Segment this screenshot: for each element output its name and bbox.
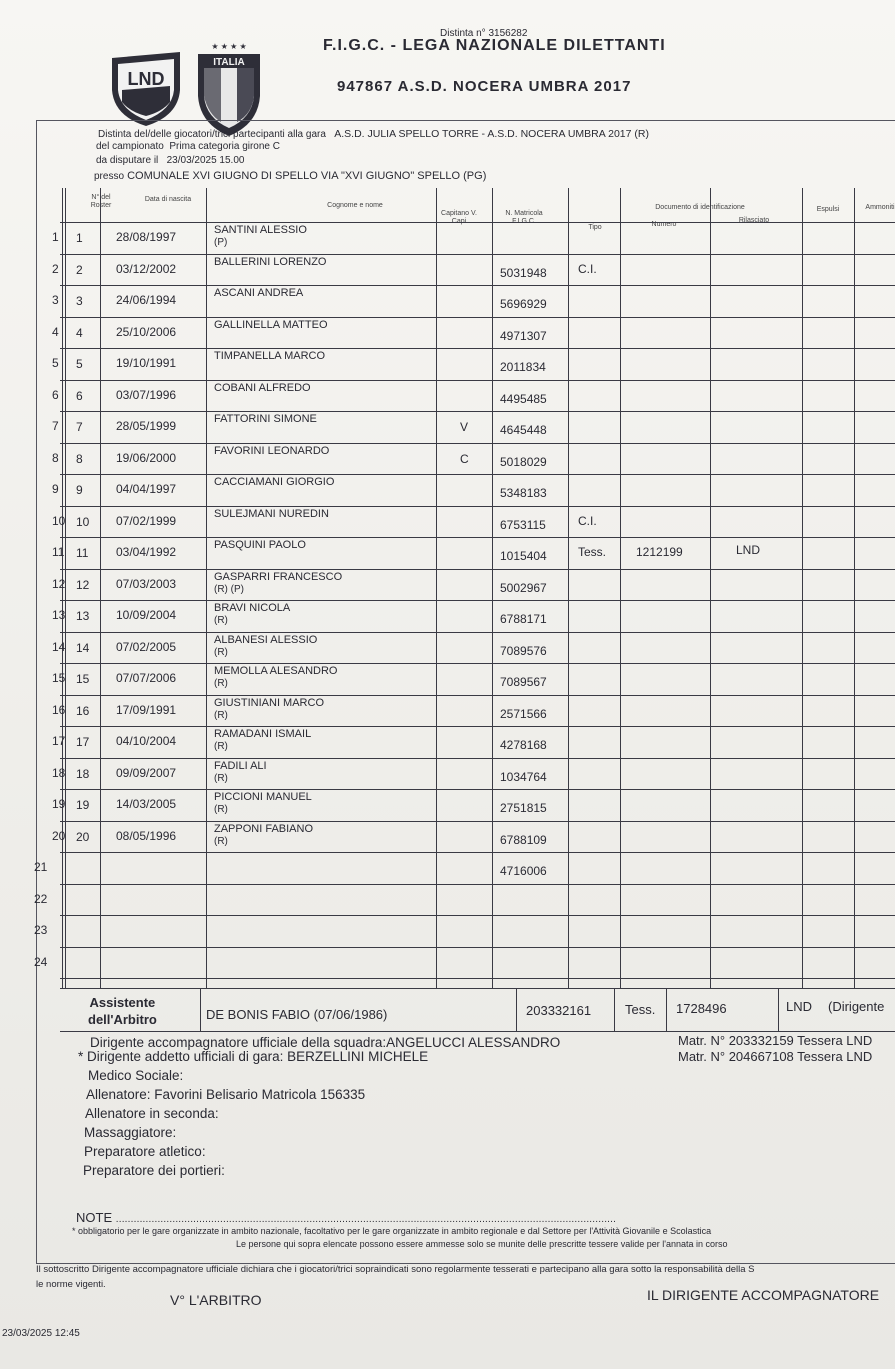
birth-date: 14/03/2005 xyxy=(116,797,177,811)
info-players-label: Distinta del/delle giocatori/trici partecipanti alla gara xyxy=(98,129,326,140)
matricola: 4278168 xyxy=(500,738,547,752)
assistant-doc-num: 1728496 xyxy=(676,1001,727,1016)
team-title: 947867 A.S.D. NOCERA UMBRA 2017 xyxy=(337,78,632,95)
header-doc-issued: Rilasciato xyxy=(738,217,770,224)
doc-issued: LND xyxy=(736,543,761,557)
player-name: GIUSTINIANI MARCO xyxy=(214,696,325,709)
info-venue xyxy=(94,170,486,182)
header-expelled: Espulsi xyxy=(816,206,840,213)
row-index: 16 xyxy=(52,702,66,717)
row-index: 20 xyxy=(52,828,66,843)
n-roster: 9 xyxy=(76,483,83,497)
birth-date: 19/10/1991 xyxy=(116,356,177,370)
assistant-label-1: Assistente xyxy=(89,995,156,1010)
n-roster: 11 xyxy=(76,546,89,560)
birth-date: 04/04/1997 xyxy=(116,482,177,496)
note-line xyxy=(76,1210,616,1225)
row-index: 17 xyxy=(52,734,66,748)
birth-date: 07/03/2003 xyxy=(116,576,177,591)
distinta-number: Distinta n° 3156282 xyxy=(440,28,528,39)
row-index: 12 xyxy=(52,576,66,591)
players-table xyxy=(60,188,895,988)
row-index: 15 xyxy=(52,671,66,685)
n-roster: 19 xyxy=(76,798,90,812)
header-document: Documento di identificazione xyxy=(655,204,745,211)
player-name: CACCIAMANI GIORGIO xyxy=(214,476,335,488)
championship-label: del campionato xyxy=(96,141,164,152)
row-index: 8 xyxy=(52,450,59,465)
fine-print-1: * obbligatorio per le gare organizzate in ambito nazionale, facoltativo per le gare organizzate in ambito regionale e dal Settore per l'Attività Giovanile e Scolastica xyxy=(72,1226,712,1236)
header-captain: Capitano V. Capi xyxy=(441,210,477,225)
header-doc-number: Numero xyxy=(651,221,677,228)
matricola: 2751815 xyxy=(500,801,547,815)
doc-type: C.I. xyxy=(578,513,597,528)
staff-medico: Medico Sociale: xyxy=(88,1068,184,1083)
n-roster: 15 xyxy=(76,672,90,686)
header-birth: Data di nascita xyxy=(144,196,192,203)
player-name: PICCIONI MANUEL xyxy=(214,791,312,803)
matricola: 1015404 xyxy=(500,549,547,563)
table-row xyxy=(60,663,895,693)
row-index: 22 xyxy=(34,891,48,906)
staff-matricole xyxy=(678,1031,872,1066)
staff-list xyxy=(78,1033,561,1180)
player-note: (R) xyxy=(214,772,228,784)
player-note: (R) xyxy=(214,741,228,752)
table-row xyxy=(60,474,895,504)
row-index: 10 xyxy=(52,513,66,528)
staff-massaggiatore: Massaggiatore: xyxy=(84,1125,177,1140)
row-index: 5 xyxy=(52,356,59,370)
assistant-label-2: dell'Arbitro xyxy=(88,1012,157,1027)
table-row xyxy=(60,380,895,410)
n-roster: 20 xyxy=(76,829,90,844)
staff-addetto: * Dirigente addetto ufficiali di gara: BERZELLINI MICHELE xyxy=(78,1049,429,1064)
n-roster: 5 xyxy=(76,357,83,371)
fine-print-2: Le persone qui sopra elencate possono essere ammesse solo se munite delle prescritte tessere valide per l'annata in corso xyxy=(236,1239,728,1249)
row-index: 21 xyxy=(34,860,48,874)
table-row xyxy=(60,915,895,945)
birth-date: 04/10/2004 xyxy=(116,734,177,748)
n-roster: 14 xyxy=(76,640,90,655)
captain-mark: V xyxy=(460,420,469,434)
birth-date: 17/09/1991 xyxy=(116,702,177,717)
doc-type: C.I. xyxy=(578,261,597,276)
birth-date: 08/05/1996 xyxy=(116,828,177,843)
venue-label: presso xyxy=(94,171,125,182)
row-index: 23 xyxy=(34,923,48,937)
italia-logo-text: ITALIA xyxy=(213,57,245,68)
note-label: NOTE xyxy=(76,1210,113,1225)
matricola: 5031948 xyxy=(500,265,547,280)
declaration-1: Il sottoscritto Dirigente accompagnatore ufficiale dichiara che i giocatori/trici sopraindicati sono regolarmente tesserati e partecipano alla gara sotto la responsabilità della S xyxy=(36,1264,755,1275)
lnd-logo-text: LND xyxy=(127,69,165,89)
player-name: GALLINELLA MATTEO xyxy=(214,318,328,331)
matricola: 1034764 xyxy=(500,769,547,784)
row-index: 4 xyxy=(52,324,59,339)
table-row xyxy=(60,758,895,788)
table-row xyxy=(60,569,895,599)
player-note: (R) xyxy=(214,709,228,721)
player-name: COBANI ALFREDO xyxy=(214,381,311,394)
player-name: RAMADANI ISMAIL xyxy=(214,728,312,740)
player-name: MEMOLLA ALESANDRO xyxy=(214,665,338,677)
staff-allenatore: Allenatore: Favorini Belisario Matricola 156335 xyxy=(86,1087,366,1102)
svg-text:★ ★ ★ ★: ★ ★ ★ ★ xyxy=(211,42,247,51)
venue-value: COMUNALE XVI GIUGNO DI SPELLO VIA "XVI GIUGNO" SPELLO (PG) xyxy=(127,170,487,182)
row-index: 9 xyxy=(52,482,59,496)
birth-date: 03/07/1996 xyxy=(116,387,177,402)
date-value: 23/03/2025 15.00 xyxy=(166,155,245,166)
header-roster: N° del Roster xyxy=(90,194,112,209)
assistant-doc-type: Tess. xyxy=(625,1002,656,1017)
birth-date: 24/06/1994 xyxy=(116,293,177,307)
player-name: SULEJMANI NUREDIN xyxy=(214,507,329,520)
n-roster: 3 xyxy=(76,294,83,308)
matricola: 4716006 xyxy=(500,864,547,878)
birth-date: 28/08/1997 xyxy=(116,230,177,244)
table-row xyxy=(60,947,895,977)
staff-portieri: Preparatore dei portieri: xyxy=(83,1163,225,1178)
n-roster: 10 xyxy=(76,514,90,529)
staff-matr-2: Matr. N° 204667108 Tessera LND xyxy=(678,1049,873,1064)
staff-dirigente: Dirigente accompagnatore ufficiale della squadra:ANGELUCCI ALESSANDRO xyxy=(90,1035,561,1050)
player-name: GASPARRI FRANCESCO xyxy=(214,570,343,583)
player-note: (P) xyxy=(214,237,228,248)
info-date xyxy=(96,155,244,166)
n-roster: 18 xyxy=(76,766,90,781)
matricola: 4645448 xyxy=(500,423,547,437)
matricola: 6788171 xyxy=(500,612,547,626)
player-name: FAVORINI LEONARDO xyxy=(214,444,330,457)
matricola: 4495485 xyxy=(500,391,547,406)
row-index: 14 xyxy=(52,639,66,654)
matricola: 7089576 xyxy=(500,643,547,658)
row-index: 3 xyxy=(52,293,59,307)
row-index: 18 xyxy=(52,765,66,780)
matricola: 7089567 xyxy=(500,675,547,689)
row-line xyxy=(60,978,895,979)
matricola: 4971307 xyxy=(500,328,547,343)
table-row xyxy=(60,789,895,819)
row-index: 1 xyxy=(52,230,59,244)
row-index: 7 xyxy=(52,419,59,433)
row-index: 2 xyxy=(52,261,59,276)
table-row xyxy=(60,537,895,567)
birth-date: 07/07/2006 xyxy=(116,671,177,685)
row-index: 13 xyxy=(52,608,66,622)
birth-date: 03/12/2002 xyxy=(116,261,177,276)
table-row xyxy=(60,821,895,851)
player-note: (R) xyxy=(214,804,228,815)
player-name: PASQUINI PAOLO xyxy=(214,539,306,551)
date-label: da disputare il xyxy=(96,155,159,166)
birth-date: 07/02/2005 xyxy=(116,639,177,654)
header-doc-type: Tipo xyxy=(588,224,602,231)
table-row xyxy=(60,726,895,756)
assistant-label xyxy=(88,994,157,1028)
table-row xyxy=(60,884,895,914)
table-row xyxy=(60,695,895,725)
matricola: 2571566 xyxy=(500,706,547,721)
table-row xyxy=(60,348,895,378)
player-note: (R) (P) xyxy=(214,583,244,595)
staff-preparatore: Preparatore atletico: xyxy=(84,1144,206,1159)
n-roster: 13 xyxy=(76,609,90,623)
assistant-row xyxy=(60,988,895,1032)
n-roster: 8 xyxy=(76,451,83,466)
assistant-role: (Dirigente xyxy=(828,999,885,1014)
birth-date: 25/10/2006 xyxy=(116,324,177,339)
table-row xyxy=(60,600,895,630)
table-row xyxy=(60,443,895,473)
doc-number: 1212199 xyxy=(636,545,683,559)
matricola: 5348183 xyxy=(500,486,547,500)
birth-date: 03/04/1992 xyxy=(116,545,177,559)
matricola: 5002967 xyxy=(500,580,547,595)
table-row xyxy=(60,411,895,441)
player-note: (R) xyxy=(214,835,228,847)
matricola: 5696929 xyxy=(500,297,547,311)
table-row xyxy=(60,254,895,284)
table-row xyxy=(60,317,895,347)
matricola: 5018029 xyxy=(500,454,547,469)
n-roster: 7 xyxy=(76,420,83,434)
birth-date: 10/09/2004 xyxy=(116,608,177,622)
staff-allenatore2: Allenatore in seconda: xyxy=(85,1106,219,1121)
player-note: (R) xyxy=(214,646,228,658)
signature-referee: V° L'ARBITRO xyxy=(170,1292,262,1308)
player-name: BRAVI NICOLA xyxy=(214,602,291,614)
n-roster: 17 xyxy=(76,735,90,749)
player-name: FATTORINI SIMONE xyxy=(214,413,317,425)
player-note: (R) xyxy=(214,615,228,626)
player-name: TIMPANELLA MARCO xyxy=(214,350,326,362)
signature-manager: IL DIRIGENTE ACCOMPAGNATORE xyxy=(647,1287,880,1303)
row-index: 19 xyxy=(52,797,66,811)
championship-value: Prima categoria girone C xyxy=(169,141,280,152)
table-row xyxy=(60,285,895,315)
lnd-logo xyxy=(108,50,184,128)
match-name: A.S.D. JULIA SPELLO TORRE - A.S.D. NOCERA UMBRA 2017 (R) xyxy=(334,128,649,140)
info-championship xyxy=(96,141,280,152)
n-roster: 12 xyxy=(76,577,90,592)
row-index: 24 xyxy=(34,954,48,969)
note-dots: ........................................................................................................................................................................ xyxy=(115,1214,617,1225)
table-row xyxy=(60,852,895,882)
row-index: 11 xyxy=(52,545,65,559)
n-roster: 4 xyxy=(76,325,83,340)
n-roster: 16 xyxy=(76,703,90,718)
info-players xyxy=(98,128,649,140)
assistant-issued: LND xyxy=(786,999,813,1014)
player-name: BALLERINI LORENZO xyxy=(214,255,327,268)
birth-date: 19/06/2000 xyxy=(116,450,177,465)
assistant-matricola: 203332161 xyxy=(526,1003,592,1018)
header-warned: Ammoniti xyxy=(865,204,895,211)
table-row xyxy=(60,506,895,536)
matricola: 2011834 xyxy=(500,360,546,374)
table-row xyxy=(60,632,895,662)
assistant-name: DE BONIS FABIO (07/06/1986) xyxy=(206,1007,388,1022)
birth-date: 28/05/1999 xyxy=(116,419,177,433)
matricola: 6753115 xyxy=(500,517,546,532)
row-index: 6 xyxy=(52,387,59,402)
captain-mark: C xyxy=(460,451,469,466)
print-timestamp: 23/03/2025 12:45 xyxy=(2,1328,80,1339)
birth-date: 09/09/2007 xyxy=(116,765,177,780)
staff-matr-1: Matr. N° 203332159 Tessera LND xyxy=(678,1033,873,1048)
header-name: Cognome e nome xyxy=(327,202,383,209)
birth-date: 07/02/1999 xyxy=(116,513,177,528)
n-roster: 1 xyxy=(76,231,83,245)
header-matricola: N. Matricola F.I.G.C. xyxy=(505,210,543,225)
player-name: ALBANESI ALESSIO xyxy=(214,633,318,646)
federation-title: F.I.G.C. - LEGA NAZIONALE DILETTANTI xyxy=(323,37,666,54)
doc-type: Tess. xyxy=(578,545,607,559)
n-roster: 2 xyxy=(76,262,83,277)
n-roster: 6 xyxy=(76,388,83,403)
matricola: 6788109 xyxy=(500,832,547,847)
player-name: SANTINI ALESSIO xyxy=(214,224,307,236)
player-note: (R) xyxy=(214,678,228,689)
player-name: ASCANI ANDREA xyxy=(214,287,304,299)
player-name: ZAPPONI FABIANO xyxy=(214,822,314,835)
declaration-2: le norme vigenti. xyxy=(36,1279,106,1290)
table-row xyxy=(60,222,895,252)
player-name: FADILI ALI xyxy=(214,759,267,772)
